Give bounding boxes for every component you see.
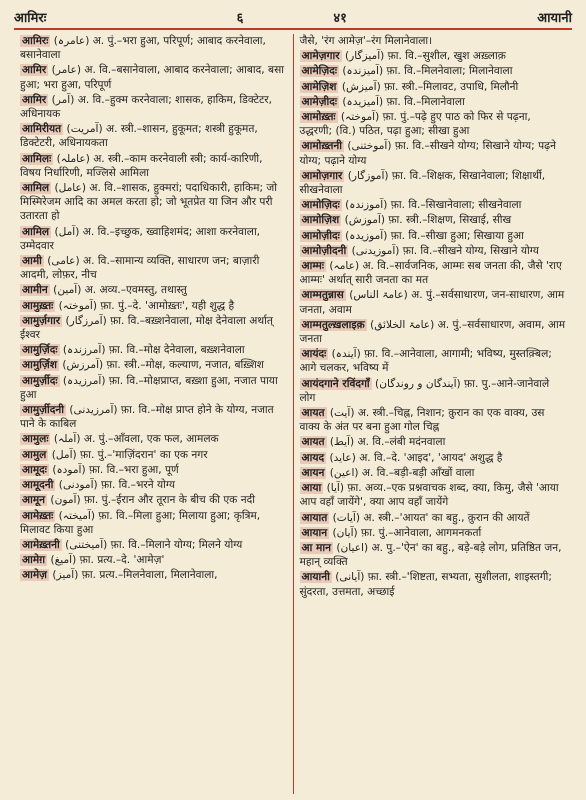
dictionary-entry <box>20 122 287 150</box>
definition: (عامرہ) अ. पुं.–भरा हुआ, परिपूर्ण; आबाद करनेवाला, बसानेवाला <box>20 35 266 62</box>
dictionary-entry <box>300 481 567 509</box>
dictionary-entry <box>300 213 567 227</box>
dictionary-entry <box>300 198 567 212</box>
headword: आमूदनी <box>22 479 54 492</box>
headword: आमुल <box>22 448 47 461</box>
headword: आमेज़ीदः <box>301 95 338 108</box>
definition: (اعیان) अ. पु.–'ऐन' का बहु., बड़े-बड़े लोग, प्रतिष्ठित जन, महान् व्यक्ति <box>299 541 562 569</box>
headword: आमुर्ज़िदः <box>22 344 58 357</box>
headword: आया <box>301 482 322 495</box>
headword: आयात <box>301 511 328 524</box>
definition: (آیت) अ. स्त्री.–चिह्न, निशान; क़ुरान का एक वाक्य, उस वाक्य के अंत पर बना हुआ गोल चिह्न <box>299 407 545 434</box>
headword: आमून <box>22 494 46 507</box>
definition: (آمیختہ) फ़ा. वि.–मिला हुआ; मिलाया हुआ; कृत्रिम, मिलावट किया हुआ <box>20 509 261 536</box>
definition: (آموزش) फ़ा. स्त्री.–शिक्षण, सिखाई, सीख <box>344 214 512 227</box>
definition: (عاملہ) अ. स्त्री.–काम करनेवाली स्त्री; कार्य-कारिणी, विषय निर्धारिणी, मज्लिसे आमिला <box>20 152 263 179</box>
definition: (آمرزندہ) फ़ा. वि.–मोक्ष देनेवाला, बख़्शनेवाला <box>62 344 245 357</box>
definition: (آموزندہ) फ़ा. वि.–सिखानेवाला; सीखनेवाला <box>345 199 522 212</box>
dictionary-entry <box>300 570 567 598</box>
dictionary-entry <box>300 347 567 375</box>
definition: (آمیز) फ़ा. प्रत्य.–मिलनेवाला, मिलानेवाला, <box>52 569 218 582</box>
column-left <box>14 34 293 794</box>
definition: (آمل) फ़ा. पुं.–'माज़िंदरान' का एक नगर <box>51 448 208 461</box>
dictionary-entry <box>20 181 287 224</box>
headword: आयानी <box>301 571 330 584</box>
definition: (آیا) फ़ा. अव्य.–एक प्रश्नवाचक शब्द, क्या, किमु, जैसे 'आया आप वहाँ जायेंगे', क्या आप वहाँ जायेंगे <box>299 482 559 509</box>
header-page-marker: ६ <box>236 11 244 26</box>
definition: (آمودنی) फ़ा. वि.–भरने योग्य <box>58 479 176 492</box>
dictionary-entry <box>300 259 567 287</box>
headword: आमिर <box>22 93 47 106</box>
definition: (اعین) अ. वि.–बड़ी-बड़ी आँखों वाला <box>329 466 475 479</box>
dictionary-entry <box>300 110 567 138</box>
headword: आयत <box>301 407 325 420</box>
dictionary-entry <box>300 451 567 465</box>
dictionary-entry <box>20 463 287 477</box>
headword: आमोज़िश <box>301 214 340 227</box>
dictionary-entry <box>300 435 567 449</box>
column-right <box>293 34 573 794</box>
headword: आमिल <box>22 225 50 238</box>
dictionary-entry <box>20 478 287 492</box>
definition: (عامۃ الخلائق) अ. पुं.–सर्वसाधारण, अवाम, आम जनता <box>299 318 566 346</box>
definition: (آمیزندہ) फ़ा. वि.–मिलनेवाला; मिलानेवाला <box>342 65 513 78</box>
dictionary-entry <box>300 80 567 94</box>
definition: (عامر) अ. वि.–बसानेवाला, आबाद करनेवाला; आबाद, बसा हुआ; भरा हुआ, परिपूर्ण <box>20 64 284 91</box>
dictionary-entry <box>300 95 567 109</box>
headword: आम्मः <box>301 260 324 273</box>
dictionary-entry <box>300 541 567 569</box>
dictionary-entry <box>20 553 287 567</box>
dictionary-entry <box>300 169 567 197</box>
dictionary-entry <box>20 374 287 402</box>
definition: (عامہ) अ. वि.–सार्वजनिक, आम्मः सब जनता की, जैसे 'राए आम्मः' अर्थात् सारी जनता का मत <box>299 260 562 287</box>
headword: आमुख़्तः <box>22 299 54 312</box>
definition: (آمیختنی) फ़ा. वि.–मिलाने योग्य; मिलने योग्य <box>65 538 243 551</box>
dictionary-entry <box>20 448 287 462</box>
dictionary-entry <box>20 509 287 537</box>
definition: (آموزگار) फ़ा. वि.–शिक्षक, सिखानेवाला; शिक्षार्थी, सीखनेवाला <box>299 169 546 197</box>
definition: (آمیغ) फ़ा. प्रत्य.–दे. 'आमेज़' <box>50 554 165 567</box>
definition: (آمیزش) फ़ा. स्त्री.–मिलावट, उपाधि, मिलौनी <box>341 80 519 93</box>
headword: आमोज़िदः <box>301 199 340 212</box>
headword: आम्मतुन्नास <box>301 289 344 302</box>
page-header <box>14 6 572 30</box>
header-right-guide-word: आयानी <box>537 11 572 26</box>
headword: आमेज़ <box>22 569 48 582</box>
dictionary-entry <box>300 139 567 167</box>
headword: आयान <box>301 526 328 539</box>
dictionary-entry <box>300 406 567 434</box>
dictionary-entry <box>20 283 287 297</box>
dictionary-entry <box>300 466 567 480</box>
definition: (آیندگان و روندگان) फ़ा. पु.–आने-जानेवाले लोग <box>299 377 550 404</box>
definition: (آیان) फ़ा. पुं.–आनेवाला, आगमनकर्ता <box>332 526 482 539</box>
dictionary-entry <box>300 377 567 405</box>
definition: (آموختہ) फ़ा. पुं.–पढ़े हुए पाठ को फिर से पढ़ना, उद्धरणी; (वि.) पठित, पढ़ा हुआ; सीखा हुआ <box>299 111 531 138</box>
definition: (آیانی) फ़ा. स्त्री.–'शिष्टता, सभ्यता, सुशीलता, शाइस्तगी; सुंदरता, उत्तमता, अच्छाई <box>299 571 552 598</box>
headword: आमेज़गार <box>301 50 340 63</box>
headword: आमुर्ज़ीदः <box>22 374 58 387</box>
headword: आमूदः <box>22 463 47 476</box>
headword: आमिलः <box>22 152 52 165</box>
dictionary-entry <box>20 358 287 372</box>
page-number: ४१ <box>333 11 347 26</box>
headword: आयंदः <box>301 348 327 361</box>
definition: (آموختنی) फ़ा. वि.–सीखने योग्य; सिखाने योग्य; पढ़ने योग्य; पढ़ाने योग्य <box>299 140 556 167</box>
header-left-guide-word: आमिरः <box>14 11 47 26</box>
dictionary-entry <box>20 254 287 282</box>
headword: आमीन <box>22 284 48 297</box>
headword: आमोख़्तनी <box>301 140 342 153</box>
dictionary-entry <box>300 229 567 243</box>
headword: आयत <box>301 436 325 449</box>
dictionary-entry <box>20 493 287 507</box>
definition: (آیط) अ. वि.–लंबी मदंनवाला <box>329 436 446 449</box>
headword: आयन <box>301 466 325 479</box>
headword: आ मान <box>301 541 331 554</box>
headword: आमुर्ज़ीदनी <box>22 404 65 417</box>
headword: आमोज़गार <box>301 169 343 182</box>
dictionary-entry <box>20 343 287 357</box>
definition: (آموختہ) फ़ा. पुं.–दे. 'आमोख़्तः', यही शुद्ध है <box>58 299 235 312</box>
headword: आमोज़ीदः <box>301 229 340 242</box>
definition: (آمون) फ़ा. पुं.–ईरान और तूरान के बीच की एक नदी <box>50 494 255 507</box>
definition: (آمرزیدنی) फ़ा. वि.–मोक्ष प्राप्त होने के योग्य, नजात पाने के काबिल <box>20 404 274 431</box>
dictionary-entry <box>20 538 287 552</box>
headword: आमुर्ज़िश <box>22 359 57 372</box>
definition: (آمرزیدہ) फ़ा. वि.–मोक्षप्राप्त, बख़्शा हुआ, नजात पाया हुआ <box>20 374 278 401</box>
headword: आम्मतुल्ख़लाइक़ <box>301 318 365 331</box>
definition: (آمریت) अ. स्त्री.–शासन, हुकूमत; शस्त्री हुकूमत, डिक्टेटरी, अधिनायकता <box>20 123 258 150</box>
headword: आमिर <box>22 64 47 77</box>
definition: (عامی) अ. वि.–सामान्य व्यक्ति, साधारण जन; बाज़ारी आदमी, लोफ़र, नीच <box>20 255 260 282</box>
definition: (آیندہ) फ़ा. वि.–आनेवाला, आगामी; भविष्य, मुस्तक़्बिल; आगे चलकर, भविष्य में <box>299 348 552 375</box>
definition: (آملہ) अ. पुं.–आँवला, एक फल, आमलक <box>53 433 219 446</box>
definition: (آمین) अ. अव्य.–एवमस्तु, तथास्तु <box>53 284 187 297</box>
headword: आमेज़िदः <box>301 65 338 78</box>
definition: (آمل) अ. वि.–इच्छुक, ख्वाहिशमंद; आशा करनेवाला, उम्मेदवार <box>20 225 261 252</box>
definition: (آمرزگار) फ़ा. वि.–बख़्शनेवाला, मोक्ष देनेवाला अर्थात् ईश्वर <box>20 314 273 342</box>
definition: (آیات) अ. स्त्री.–'आयत' का बहु., क़ुरान की आयतें <box>332 511 530 524</box>
headword: आमेग़ <box>22 554 46 567</box>
dictionary-entry <box>20 299 287 313</box>
definition: (آمرزش) फ़ा. स्त्री.–मोक्ष, कल्याण, नजात, बख़्शिश <box>62 359 264 372</box>
dictionary-entry <box>300 244 567 258</box>
dictionary-entry <box>300 49 567 63</box>
dictionary-entry <box>20 63 287 91</box>
dictionary-entry <box>300 34 567 48</box>
headword: आमेख़्तः <box>22 509 54 522</box>
headword: आमेख़्तनी <box>22 538 60 551</box>
dictionary-entry <box>300 511 567 525</box>
dictionary-entry <box>20 34 287 62</box>
dictionary-entry <box>20 225 287 253</box>
definition: (آموزیدنی) फ़ा. वि.–सीखने योग्य, सिखाने योग्य <box>351 244 539 257</box>
definition: (آمیزیدہ) फ़ा. वि.–मिलानेवाला <box>342 95 465 108</box>
dictionary-entry <box>20 432 287 446</box>
dictionary-entry <box>20 314 287 342</box>
headword: आमिरीयत <box>22 123 62 136</box>
definition: (آمیزگار) फ़ा. वि.–सुशील, खुश अख़्लाक़ <box>344 50 506 63</box>
dictionary-entry <box>20 93 287 121</box>
dictionary-entry <box>300 526 567 540</box>
headword: आमोज़ीदनी <box>301 244 347 257</box>
definition: जैसे, 'रंग आमेज़'–रंग मिलानेवाला। <box>299 35 433 47</box>
headword: आमी <box>22 255 42 268</box>
definition: (عامل) अ. वि.–शासक, हुक्मरां; पदाधिकारी, हाकिम; जो मिस्मिरेजम आदि का अमल करता हो; जो भूतप्रेत या जिन और परी उतारता हो <box>20 182 278 223</box>
headword: आयद <box>301 451 325 464</box>
definition: (آمودہ) फ़ा. वि.–भरा हुआ, पूर्ण <box>52 463 179 476</box>
headword: आमेज़िश <box>301 80 337 93</box>
headword: आमुलः <box>22 433 49 446</box>
dictionary-entry <box>20 568 287 582</box>
dictionary-entry <box>300 64 567 78</box>
headword: आमुर्ज़गार <box>22 314 61 327</box>
definition: (عاید) अ. वि.–दे. 'आइद', 'आयद' अशुद्ध है <box>329 451 503 464</box>
definition: (آموزیدہ) फ़ा. वि.–सीखा हुआ; सिखाया हुआ <box>345 229 524 242</box>
headword: आमिल <box>22 182 50 195</box>
dictionary-entry <box>300 318 567 346</box>
headword: आयंदगाने रविंदगाँ <box>301 377 370 390</box>
headword: आमिरः <box>22 35 49 47</box>
dictionary-entry <box>300 288 567 316</box>
dictionary-entry <box>20 403 287 431</box>
definition: (آمر) अ. वि.–हुक्म करनेवाला; शासक, हाकिम, डिक्टेटर, अधिनायक <box>20 93 272 121</box>
definition: (عامۃ الناس) अ. पुं.–सर्वसाधारण, जन-साधारण, आम जनता, अवाम <box>299 289 565 316</box>
dictionary-entry <box>20 152 287 180</box>
headword: आमोख़्तः <box>301 111 336 124</box>
